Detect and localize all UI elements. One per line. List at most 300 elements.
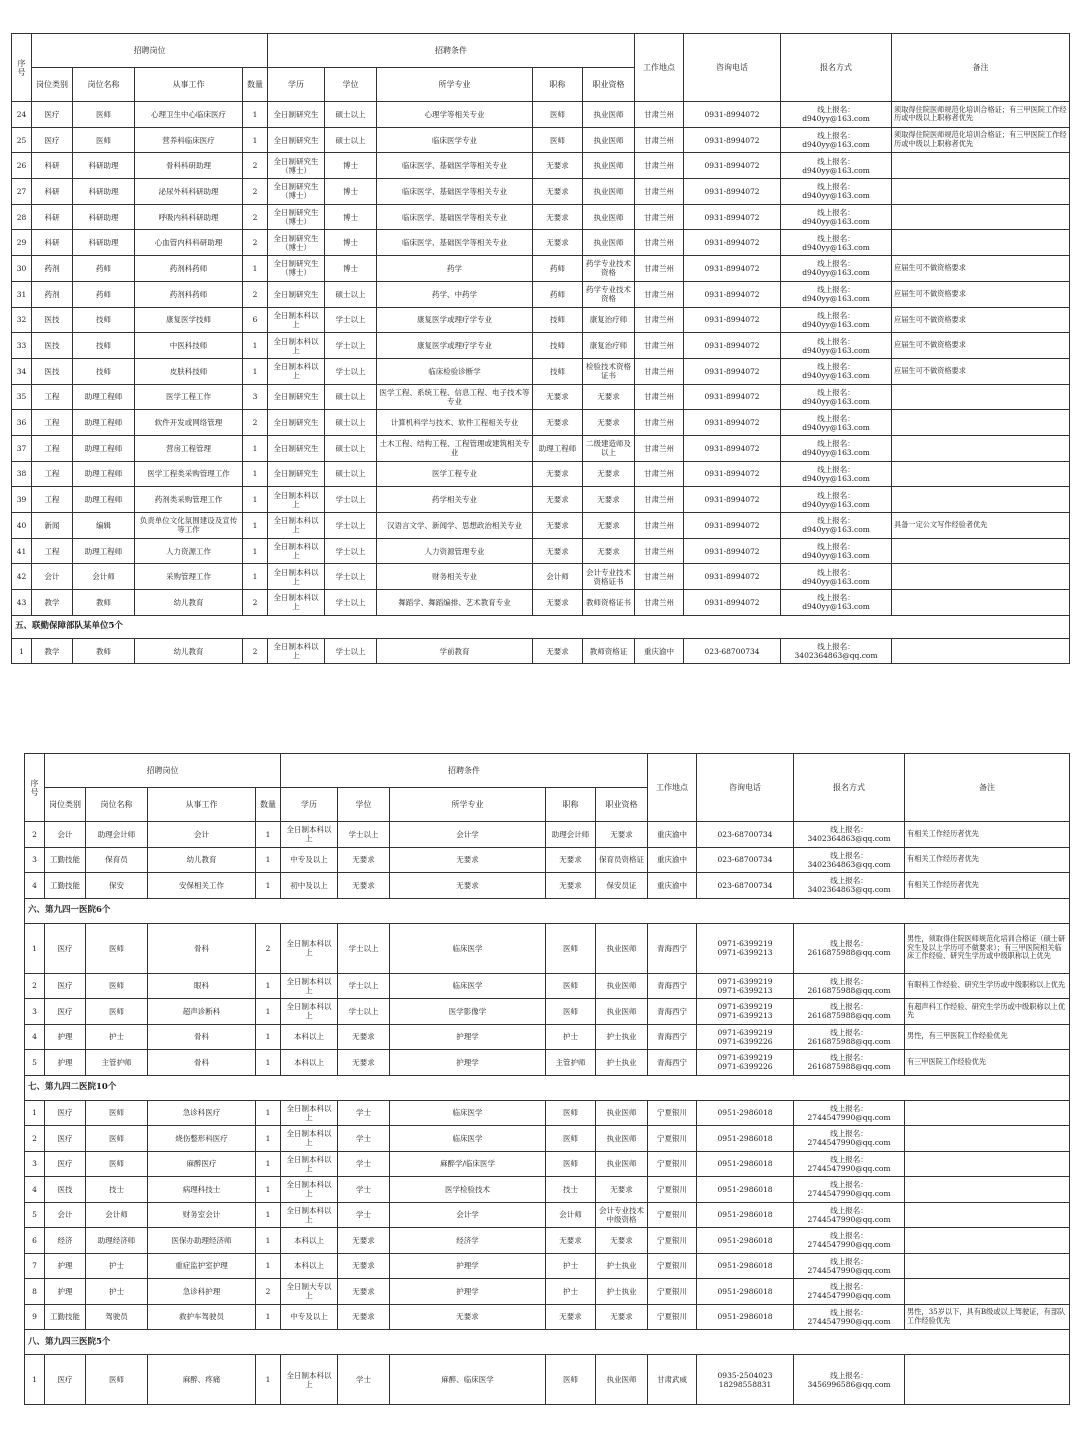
degree-cell: 学士以上 bbox=[338, 999, 390, 1025]
count-cell: 1 bbox=[256, 1253, 281, 1279]
apply-cell: 线上报名： d940yy@163.com bbox=[781, 487, 892, 513]
post-name-cell: 助理工程师 bbox=[73, 538, 135, 564]
post-name-cell: 医师 bbox=[86, 999, 148, 1025]
table-row bbox=[12, 384, 1070, 410]
major-cell: 临床医学 bbox=[390, 1100, 546, 1126]
phone-cell: 0971-6399219 0971-6399213 bbox=[697, 973, 794, 999]
seq-cell: 39 bbox=[12, 487, 32, 513]
note-cell: 须取得住院医师规范化培训合格证；有三甲医院工作经历或中级以上职称者优先 bbox=[892, 102, 1070, 128]
category-cell: 工程 bbox=[32, 538, 73, 564]
table-row bbox=[25, 1126, 1070, 1152]
count-cell: 1 bbox=[243, 461, 268, 487]
major-cell: 心理学等相关专业 bbox=[377, 102, 533, 128]
qualification-cell: 护士执业 bbox=[596, 1279, 648, 1305]
phone-cell: 0931-8994072 bbox=[684, 435, 781, 461]
apply-cell: 线上报名： 2744547990@qq.com bbox=[794, 1253, 905, 1279]
note-cell bbox=[905, 1253, 1070, 1279]
qualification-cell: 无要求 bbox=[583, 513, 635, 539]
post-name-cell: 医师 bbox=[73, 127, 135, 153]
seq-cell: 35 bbox=[12, 384, 32, 410]
category-cell: 教学 bbox=[32, 590, 73, 616]
post-name-cell: 护士 bbox=[86, 1253, 148, 1279]
degree-cell: 学士以上 bbox=[325, 333, 377, 359]
phone-cell: 0971-6399219 0971-6399213 bbox=[697, 923, 794, 973]
header-title: 职称 bbox=[533, 68, 583, 102]
note-cell bbox=[892, 410, 1070, 436]
phone-cell: 0971-6399219 0971-6399226 bbox=[697, 1024, 794, 1050]
major-cell: 康复医学或理疗学专业 bbox=[377, 333, 533, 359]
title-cell: 医师 bbox=[546, 1355, 596, 1405]
qualification-cell: 康复治疗师 bbox=[583, 307, 635, 333]
title-cell: 医师 bbox=[546, 1126, 596, 1152]
note-cell bbox=[892, 384, 1070, 410]
title-cell: 医师 bbox=[546, 923, 596, 973]
qualification-cell: 保育员资格证 bbox=[596, 847, 648, 873]
degree-cell: 无要求 bbox=[338, 873, 390, 899]
post-name-cell: 技师 bbox=[73, 333, 135, 359]
phone-cell: 0951-2986018 bbox=[697, 1304, 794, 1330]
count-cell: 1 bbox=[243, 358, 268, 384]
section-title: 六、第九四一医院6个 bbox=[25, 898, 1070, 923]
major-cell: 临床医学 bbox=[390, 923, 546, 973]
title-cell: 无要求 bbox=[533, 513, 583, 539]
note-cell bbox=[892, 435, 1070, 461]
table-row bbox=[25, 1151, 1070, 1177]
seq-cell: 6 bbox=[25, 1228, 45, 1254]
post-name-cell: 技师 bbox=[73, 307, 135, 333]
category-cell: 医技 bbox=[32, 358, 73, 384]
category-cell: 护理 bbox=[45, 1253, 86, 1279]
header-post-name: 岗位名称 bbox=[73, 68, 135, 102]
title-cell: 无要求 bbox=[533, 179, 583, 205]
seq-cell: 3 bbox=[25, 1151, 45, 1177]
title-cell: 技士 bbox=[546, 1177, 596, 1203]
major-cell: 医学工程、系统工程、信息工程、电子技术等专业 bbox=[377, 384, 533, 410]
category-cell: 医疗 bbox=[45, 973, 86, 999]
qualification-cell: 执业医师 bbox=[596, 1100, 648, 1126]
post-name-cell: 护士 bbox=[86, 1279, 148, 1305]
note-cell bbox=[905, 1228, 1070, 1254]
education-cell: 全日制本科以上 bbox=[281, 973, 338, 999]
work-cell: 皮肤科技师 bbox=[135, 358, 243, 384]
header-seq: 序号 bbox=[25, 754, 45, 822]
major-cell: 药学 bbox=[377, 256, 533, 282]
category-cell: 护理 bbox=[45, 1050, 86, 1076]
qualification-cell: 康复治疗师 bbox=[583, 333, 635, 359]
post-name-cell: 助理工程师 bbox=[73, 461, 135, 487]
degree-cell: 博士 bbox=[325, 256, 377, 282]
major-cell: 药学、中药学 bbox=[377, 281, 533, 307]
work-cell: 骨科科研助理 bbox=[135, 153, 243, 179]
apply-cell: 线上报名： d940yy@163.com bbox=[781, 127, 892, 153]
qualification-cell: 无要求 bbox=[583, 461, 635, 487]
location-cell: 甘肃兰州 bbox=[635, 513, 684, 539]
title-cell: 护士 bbox=[546, 1024, 596, 1050]
section-row bbox=[25, 1330, 1070, 1355]
note-cell bbox=[892, 230, 1070, 256]
category-cell: 护理 bbox=[45, 1024, 86, 1050]
major-cell: 临床医学 bbox=[390, 1126, 546, 1152]
education-cell: 全日制本科以上 bbox=[281, 1126, 338, 1152]
education-cell: 全日制研究生 bbox=[268, 461, 325, 487]
phone-cell: 0931-8994072 bbox=[684, 230, 781, 256]
title-cell: 护士 bbox=[546, 1279, 596, 1305]
seq-cell: 32 bbox=[12, 307, 32, 333]
post-name-cell: 医师 bbox=[86, 1100, 148, 1126]
table-row bbox=[25, 973, 1070, 999]
degree-cell: 学士以上 bbox=[338, 973, 390, 999]
count-cell: 2 bbox=[243, 153, 268, 179]
location-cell: 宁夏银川 bbox=[648, 1202, 697, 1228]
title-cell: 无要求 bbox=[533, 487, 583, 513]
degree-cell: 学士 bbox=[338, 1202, 390, 1228]
title-cell: 医师 bbox=[533, 102, 583, 128]
title-cell: 技师 bbox=[533, 358, 583, 384]
table-row bbox=[12, 256, 1070, 282]
qualification-cell: 执业医师 bbox=[583, 230, 635, 256]
seq-cell: 38 bbox=[12, 461, 32, 487]
location-cell: 甘肃武威 bbox=[648, 1355, 697, 1405]
count-cell: 1 bbox=[243, 487, 268, 513]
seq-cell: 1 bbox=[12, 638, 32, 664]
apply-cell: 线上报名： d940yy@163.com bbox=[781, 230, 892, 256]
post-name-cell: 医师 bbox=[86, 1126, 148, 1152]
major-cell: 临床检验诊断学 bbox=[377, 358, 533, 384]
location-cell: 甘肃兰州 bbox=[635, 538, 684, 564]
seq-cell: 28 bbox=[12, 204, 32, 230]
table-row bbox=[25, 1050, 1070, 1076]
title-cell: 无要求 bbox=[546, 1304, 596, 1330]
post-name-cell: 编辑 bbox=[73, 513, 135, 539]
apply-cell: 线上报名： d940yy@163.com bbox=[781, 256, 892, 282]
location-cell: 宁夏银川 bbox=[648, 1253, 697, 1279]
category-cell: 药剂 bbox=[32, 281, 73, 307]
degree-cell: 无要求 bbox=[338, 847, 390, 873]
table-row bbox=[12, 435, 1070, 461]
major-cell: 康复医学或理疗学专业 bbox=[377, 307, 533, 333]
work-cell: 重症监护室护理 bbox=[148, 1253, 256, 1279]
table-row bbox=[25, 1100, 1070, 1126]
work-cell: 骨科 bbox=[148, 1050, 256, 1076]
education-cell: 中专及以上 bbox=[281, 1304, 338, 1330]
education-cell: 全日制本科以上 bbox=[268, 538, 325, 564]
qualification-cell: 护士执业 bbox=[596, 1024, 648, 1050]
education-cell: 全日制本科以上 bbox=[281, 1202, 338, 1228]
qualification-cell: 无要求 bbox=[583, 384, 635, 410]
note-cell bbox=[905, 1151, 1070, 1177]
seq-cell: 24 bbox=[12, 102, 32, 128]
qualification-cell: 执业医师 bbox=[583, 204, 635, 230]
location-cell: 甘肃兰州 bbox=[635, 102, 684, 128]
post-name-cell: 助理工程师 bbox=[73, 410, 135, 436]
apply-cell: 线上报名： 2616875988@qq.com bbox=[794, 1024, 905, 1050]
table-row bbox=[12, 281, 1070, 307]
header-cond-group: 招聘条件 bbox=[281, 754, 648, 788]
location-cell: 宁夏银川 bbox=[648, 1228, 697, 1254]
location-cell: 甘肃兰州 bbox=[635, 281, 684, 307]
header-phone: 咨询电话 bbox=[697, 754, 794, 822]
phone-cell: 0951-2986018 bbox=[697, 1100, 794, 1126]
major-cell: 医学影像学 bbox=[390, 999, 546, 1025]
major-cell: 临床医学专业 bbox=[377, 127, 533, 153]
qualification-cell: 无要求 bbox=[596, 822, 648, 848]
seq-cell: 2 bbox=[25, 1126, 45, 1152]
work-cell: 麻醉医疗 bbox=[148, 1151, 256, 1177]
category-cell: 会计 bbox=[32, 564, 73, 590]
education-cell: 中专及以上 bbox=[281, 847, 338, 873]
title-cell: 无要求 bbox=[546, 1228, 596, 1254]
category-cell: 医疗 bbox=[45, 1151, 86, 1177]
phone-cell: 0931-8994072 bbox=[684, 179, 781, 205]
category-cell: 教学 bbox=[32, 638, 73, 664]
post-name-cell: 药师 bbox=[73, 281, 135, 307]
title-cell: 药师 bbox=[533, 256, 583, 282]
count-cell: 1 bbox=[256, 1126, 281, 1152]
count-cell: 2 bbox=[243, 410, 268, 436]
seq-cell: 3 bbox=[25, 847, 45, 873]
seq-cell: 1 bbox=[25, 1100, 45, 1126]
post-name-cell: 助理工程师 bbox=[73, 487, 135, 513]
category-cell: 工勤技能 bbox=[45, 1304, 86, 1330]
major-cell: 土木工程、结构工程、工程管理或建筑相关专业 bbox=[377, 435, 533, 461]
qualification-cell: 执业医师 bbox=[583, 153, 635, 179]
location-cell: 甘肃兰州 bbox=[635, 590, 684, 616]
post-name-cell: 护士 bbox=[86, 1024, 148, 1050]
category-cell: 医疗 bbox=[45, 999, 86, 1025]
phone-cell: 0951-2986018 bbox=[697, 1151, 794, 1177]
count-cell: 6 bbox=[243, 307, 268, 333]
location-cell: 青海西宁 bbox=[648, 999, 697, 1025]
post-name-cell: 科研助理 bbox=[73, 153, 135, 179]
category-cell: 医技 bbox=[32, 307, 73, 333]
count-cell: 1 bbox=[256, 1177, 281, 1203]
apply-cell: 线上报名： 3402364863@qq.com bbox=[794, 873, 905, 899]
table-row bbox=[12, 564, 1070, 590]
work-cell: 骨科 bbox=[148, 923, 256, 973]
count-cell: 1 bbox=[243, 256, 268, 282]
header-post-group: 招聘岗位 bbox=[32, 34, 268, 68]
location-cell: 甘肃兰州 bbox=[635, 564, 684, 590]
post-name-cell: 保育员 bbox=[86, 847, 148, 873]
major-cell: 临床医学 bbox=[390, 973, 546, 999]
post-name-cell: 助理工程师 bbox=[73, 384, 135, 410]
seq-cell: 7 bbox=[25, 1253, 45, 1279]
table-row bbox=[25, 1253, 1070, 1279]
count-cell: 2 bbox=[243, 204, 268, 230]
location-cell: 甘肃兰州 bbox=[635, 204, 684, 230]
category-cell: 医疗 bbox=[45, 1355, 86, 1405]
work-cell: 超声诊断科 bbox=[148, 999, 256, 1025]
location-cell: 甘肃兰州 bbox=[635, 307, 684, 333]
section-title: 八、第九四三医院5个 bbox=[25, 1330, 1070, 1355]
note-cell: 具备一定公文写作经验者优先 bbox=[892, 513, 1070, 539]
section-title: 五、联勤保障部队某单位5个 bbox=[12, 615, 1070, 638]
header-degree: 学位 bbox=[325, 68, 377, 102]
work-cell: 财务室会计 bbox=[148, 1202, 256, 1228]
seq-cell: 3 bbox=[25, 999, 45, 1025]
work-cell: 心血管内科科研助理 bbox=[135, 230, 243, 256]
apply-cell: 线上报名： d940yy@163.com bbox=[781, 358, 892, 384]
apply-cell: 线上报名： 2744547990@qq.com bbox=[794, 1177, 905, 1203]
header-education: 学历 bbox=[268, 68, 325, 102]
count-cell: 1 bbox=[256, 1151, 281, 1177]
post-name-cell: 科研助理 bbox=[73, 179, 135, 205]
category-cell: 护理 bbox=[45, 1279, 86, 1305]
degree-cell: 硕士以上 bbox=[325, 435, 377, 461]
apply-cell: 线上报名： d940yy@163.com bbox=[781, 564, 892, 590]
note-cell: 有相关工作经历者优先 bbox=[905, 822, 1070, 848]
header-work: 从事工作 bbox=[135, 68, 243, 102]
title-cell: 无要求 bbox=[533, 590, 583, 616]
location-cell: 甘肃兰州 bbox=[635, 358, 684, 384]
education-cell: 全日制本科以上 bbox=[281, 1177, 338, 1203]
table-row bbox=[25, 1355, 1070, 1405]
apply-cell: 线上报名： d940yy@163.com bbox=[781, 538, 892, 564]
title-cell: 医师 bbox=[546, 1100, 596, 1126]
education-cell: 全日制研究生 （博士） bbox=[268, 179, 325, 205]
work-cell: 医保办助理经济师 bbox=[148, 1228, 256, 1254]
major-cell: 麻醉、临床医学 bbox=[390, 1355, 546, 1405]
degree-cell: 学士以上 bbox=[325, 307, 377, 333]
header-post-name: 岗位名称 bbox=[86, 788, 148, 822]
category-cell: 医疗 bbox=[45, 923, 86, 973]
location-cell: 甘肃兰州 bbox=[635, 256, 684, 282]
header-note: 备注 bbox=[892, 34, 1070, 102]
seq-cell: 26 bbox=[12, 153, 32, 179]
count-cell: 1 bbox=[243, 333, 268, 359]
phone-cell: 0931-8994072 bbox=[684, 461, 781, 487]
count-cell: 1 bbox=[256, 1050, 281, 1076]
count-cell: 1 bbox=[256, 1100, 281, 1126]
category-cell: 医疗 bbox=[32, 102, 73, 128]
location-cell: 重庆渝中 bbox=[648, 822, 697, 848]
count-cell: 1 bbox=[256, 973, 281, 999]
note-cell: 有三甲医院工作经验优先 bbox=[905, 1050, 1070, 1076]
apply-cell: 线上报名： d940yy@163.com bbox=[781, 590, 892, 616]
title-cell: 无要求 bbox=[533, 538, 583, 564]
major-cell: 汉语言文学、新闻学、思想政治相关专业 bbox=[377, 513, 533, 539]
category-cell: 工程 bbox=[32, 461, 73, 487]
category-cell: 会计 bbox=[45, 822, 86, 848]
header-seq: 序号 bbox=[12, 34, 32, 102]
degree-cell: 学士 bbox=[338, 1177, 390, 1203]
post-name-cell: 药师 bbox=[73, 256, 135, 282]
header-qualification: 职业资格 bbox=[583, 68, 635, 102]
table-row bbox=[12, 410, 1070, 436]
qualification-cell: 无要求 bbox=[583, 487, 635, 513]
work-cell: 人力资源工作 bbox=[135, 538, 243, 564]
qualification-cell: 无要求 bbox=[596, 1177, 648, 1203]
degree-cell: 学士以上 bbox=[325, 638, 377, 664]
education-cell: 本科以上 bbox=[281, 1253, 338, 1279]
post-name-cell: 助理经济师 bbox=[86, 1228, 148, 1254]
section-row bbox=[25, 898, 1070, 923]
phone-cell: 0951-2986018 bbox=[697, 1253, 794, 1279]
major-cell: 财务相关专业 bbox=[377, 564, 533, 590]
note-cell: 有超声科工作经验、研究生学历或中级职称以上优先 bbox=[905, 999, 1070, 1025]
work-cell: 软件开发或网络管理 bbox=[135, 410, 243, 436]
location-cell: 宁夏银川 bbox=[648, 1151, 697, 1177]
category-cell: 药剂 bbox=[32, 256, 73, 282]
location-cell: 甘肃兰州 bbox=[635, 410, 684, 436]
note-cell: 须取得住院医师规范化培训合格证；有三甲医院工作经历或中级以上职称者优先 bbox=[892, 127, 1070, 153]
work-cell: 急诊科护理 bbox=[148, 1279, 256, 1305]
note-cell: 有相关工作经历者优先 bbox=[905, 873, 1070, 899]
degree-cell: 硕士以上 bbox=[325, 384, 377, 410]
seq-cell: 27 bbox=[12, 179, 32, 205]
qualification-cell: 会计专业技术资格证书 bbox=[583, 564, 635, 590]
phone-cell: 0931-8994072 bbox=[684, 153, 781, 179]
header-degree: 学位 bbox=[338, 788, 390, 822]
count-cell: 1 bbox=[243, 102, 268, 128]
major-cell: 临床医学、基础医学等相关专业 bbox=[377, 204, 533, 230]
post-name-cell: 助理工程师 bbox=[73, 435, 135, 461]
qualification-cell: 执业医师 bbox=[596, 973, 648, 999]
category-cell: 工程 bbox=[32, 384, 73, 410]
count-cell: 2 bbox=[243, 638, 268, 664]
title-cell: 医师 bbox=[546, 973, 596, 999]
qualification-cell: 无要求 bbox=[583, 410, 635, 436]
table-row bbox=[25, 847, 1070, 873]
phone-cell: 023-68700734 bbox=[684, 638, 781, 664]
major-cell: 无要求 bbox=[390, 847, 546, 873]
title-cell: 主管护师 bbox=[546, 1050, 596, 1076]
apply-cell: 线上报名： 2744547990@qq.com bbox=[794, 1126, 905, 1152]
qualification-cell: 执业医师 bbox=[596, 999, 648, 1025]
post-name-cell: 医师 bbox=[86, 1355, 148, 1405]
location-cell: 宁夏银川 bbox=[648, 1100, 697, 1126]
count-cell: 1 bbox=[256, 1202, 281, 1228]
location-cell: 甘肃兰州 bbox=[635, 435, 684, 461]
work-cell: 幼儿教育 bbox=[148, 847, 256, 873]
header-location: 工作地点 bbox=[635, 34, 684, 102]
work-cell: 营房工程管理 bbox=[135, 435, 243, 461]
apply-cell: 线上报名： d940yy@163.com bbox=[781, 384, 892, 410]
note-cell bbox=[892, 564, 1070, 590]
apply-cell: 线上报名： 3456996586@qq.com bbox=[794, 1355, 905, 1405]
table-row bbox=[12, 461, 1070, 487]
qualification-cell: 护士执业 bbox=[596, 1050, 648, 1076]
education-cell: 全日制研究生 bbox=[268, 127, 325, 153]
work-cell: 麻醉、疼痛 bbox=[148, 1355, 256, 1405]
degree-cell: 硕士以上 bbox=[325, 410, 377, 436]
degree-cell: 学士 bbox=[338, 1100, 390, 1126]
count-cell: 1 bbox=[256, 999, 281, 1025]
header-post-group: 招聘岗位 bbox=[45, 754, 281, 788]
category-cell: 医疗 bbox=[45, 1100, 86, 1126]
work-cell: 医学工程工作 bbox=[135, 384, 243, 410]
apply-cell: 线上报名： d940yy@163.com bbox=[781, 102, 892, 128]
table-row bbox=[12, 513, 1070, 539]
count-cell: 2 bbox=[243, 590, 268, 616]
count-cell: 2 bbox=[256, 923, 281, 973]
education-cell: 全日制本科以上 bbox=[268, 487, 325, 513]
apply-cell: 线上报名： d940yy@163.com bbox=[781, 410, 892, 436]
note-cell: 有相关工作经历者优先 bbox=[905, 847, 1070, 873]
qualification-cell: 二级建造师及以上 bbox=[583, 435, 635, 461]
count-cell: 1 bbox=[256, 1024, 281, 1050]
location-cell: 甘肃兰州 bbox=[635, 179, 684, 205]
major-cell: 舞蹈学、舞蹈编排、艺术教育专业 bbox=[377, 590, 533, 616]
apply-cell: 线上报名： d940yy@163.com bbox=[781, 281, 892, 307]
note-cell bbox=[892, 590, 1070, 616]
education-cell: 本科以上 bbox=[281, 1050, 338, 1076]
table-row bbox=[12, 153, 1070, 179]
major-cell: 临床医学、基础医学等相关专业 bbox=[377, 179, 533, 205]
post-name-cell: 保安 bbox=[86, 873, 148, 899]
phone-cell: 0971-6399219 0971-6399226 bbox=[697, 1050, 794, 1076]
title-cell: 无要求 bbox=[533, 461, 583, 487]
